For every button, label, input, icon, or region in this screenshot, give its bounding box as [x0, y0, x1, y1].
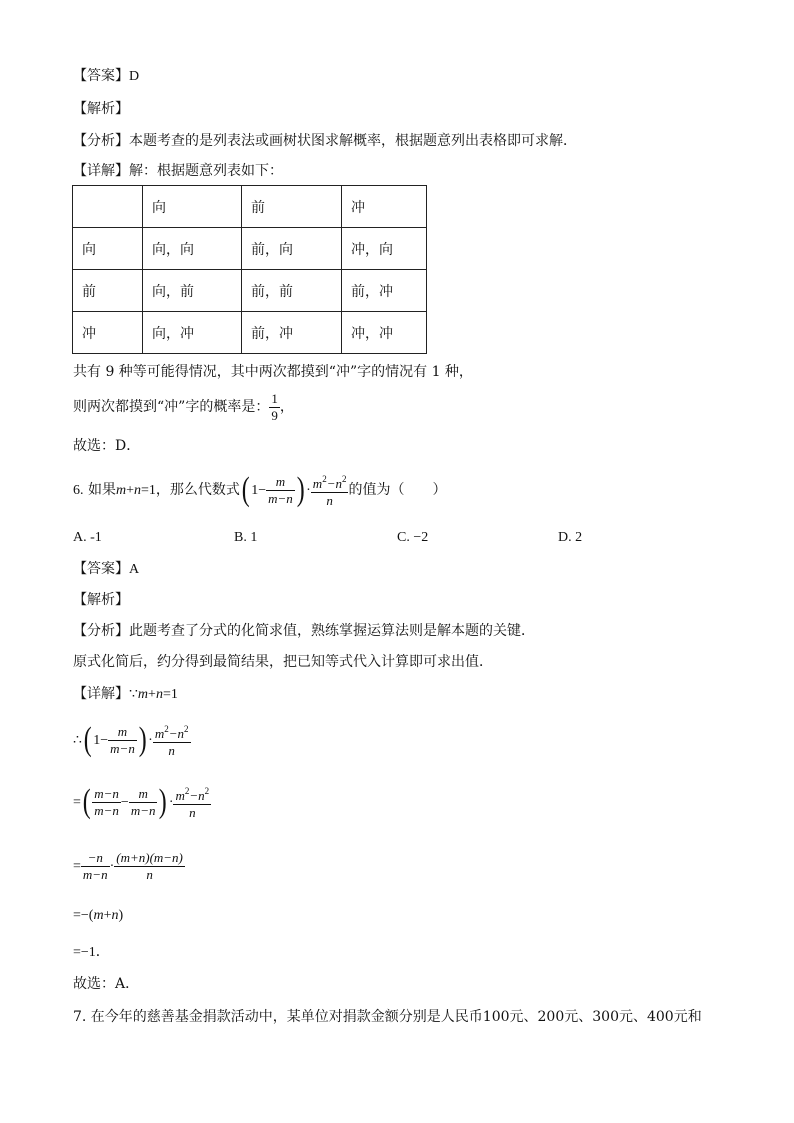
probability-text: 则两次都摸到“冲”字的概率是：: [73, 399, 270, 415]
stem-text: 的值为（ ）: [348, 482, 447, 498]
table-cell: 冲: [73, 312, 143, 354]
fraction-numerator: 1: [271, 390, 278, 406]
fenxi-text: 本题考查的是列表法或画树状图求解概率，根据题意列出表格即可求解．: [129, 133, 577, 149]
question-number: 6.: [73, 483, 84, 498]
expr-fraction: $\frac{m^2-n^2}{n}$: [311, 471, 349, 509]
table-row: [73, 312, 427, 354]
table-cell: 前，冲: [242, 312, 342, 354]
table-cell: 向，前: [143, 270, 242, 312]
option-a: A. -1: [73, 530, 102, 545]
stem-text: ，那么代数式: [155, 482, 240, 498]
q6-conclusion: 故选：A．: [73, 976, 140, 992]
table-cell: 向，向: [143, 228, 242, 270]
table-row: [73, 228, 427, 270]
fenxi-tag: 【分析】: [73, 623, 129, 639]
expr-fraction: $\frac{m}{m-n}$: [268, 473, 293, 506]
answer-tag: 【答案】: [73, 561, 129, 577]
answer-tag: 【答案】: [73, 68, 129, 84]
table-cell: [73, 186, 143, 228]
q5-analysis-tag: 【解析】: [73, 101, 129, 117]
table-row: [73, 186, 427, 228]
table-cell: 向: [73, 228, 143, 270]
comma: ，: [279, 399, 294, 415]
detail-tag: 【详解】: [73, 686, 129, 702]
table-cell: 前，向: [242, 228, 342, 270]
fenxi-tag: 【分析】: [73, 133, 129, 149]
answer-value: D: [129, 69, 140, 84]
q6-fenxi-line: [73, 621, 535, 641]
table-cell: 冲，冲: [342, 312, 427, 354]
table-cell: 前，前: [242, 270, 342, 312]
q5-conclusion: 故选：D．: [73, 438, 141, 454]
table-cell: 前: [242, 186, 342, 228]
q6-answer-line: [73, 559, 139, 580]
q6-analysis-tag: 【解析】: [73, 592, 129, 608]
table-cell: 冲，向: [342, 228, 427, 270]
fenxi-text: 此题考查了分式的化简求值，熟练掌握运算法则是解本题的关键．: [129, 623, 535, 639]
q6-fenxi2-line: 原式化简后，约分得到最简结果，把已知等式代入计算即可求出值．: [73, 654, 493, 670]
q6-detail-line: 【详解】∵m+n=1: [73, 686, 178, 702]
option-b: B. 1: [234, 530, 258, 545]
derivation-step-2: =( $\frac{m-n}{m-n}$ − $\frac{m}{m-n}$ ) · $\frac{m^2-n^2}{n}$: [73, 783, 210, 820]
option-c: C. −2: [397, 530, 429, 545]
given-equation: m: [115, 483, 127, 498]
probability-table: [72, 185, 427, 354]
derivation-step-4: =−(m+n): [73, 908, 124, 923]
q7-stem: 7. 在今年的慈善基金捐款活动中，某单位对捐款金额分别是人民币100元、200元、300元、400元和: [73, 1009, 702, 1025]
table-row: [73, 270, 427, 312]
table-cell: 向: [143, 186, 242, 228]
detail-text: 解：根据题意列表如下：: [129, 163, 283, 179]
derivation-step-5: =−1．: [73, 945, 110, 960]
q6-stem: 6. 如果m+n=1，那么代数式( 1− $\frac{m}{m-n}$ ) · $\frac{m^2-n^2}{n}$ 的值为（ ）: [73, 471, 447, 508]
derivation-step-3: = $\frac{-n}{m-n}$ · $\frac{(m+n)(m-n)}{n}$: [73, 849, 183, 882]
stem-text: 如果: [87, 482, 116, 498]
table-cell: 向，冲: [143, 312, 242, 354]
option-d: D. 2: [558, 530, 583, 545]
q5-probability-line: [73, 390, 294, 424]
q5-detail-line: [73, 161, 283, 181]
table-cell: 前，冲: [342, 270, 427, 312]
q5-fenxi-line: [73, 131, 577, 151]
detail-tag: 【详解】: [73, 163, 129, 179]
q5-result-line: 共有 9 种等可能得情况，其中两次都摸到“冲”字的情况有 1 种，: [73, 364, 473, 380]
probability-fraction: [269, 391, 280, 424]
answer-value: A: [129, 562, 140, 577]
q5-answer-line: [73, 66, 139, 87]
fraction-denominator: 9: [271, 407, 278, 423]
table-cell: 冲: [342, 186, 427, 228]
table-cell: 前: [73, 270, 143, 312]
derivation-step-1: ∴( 1− $\frac{m}{m-n}$ ) · $\frac{m^2-n^2}{n}$: [73, 721, 189, 758]
